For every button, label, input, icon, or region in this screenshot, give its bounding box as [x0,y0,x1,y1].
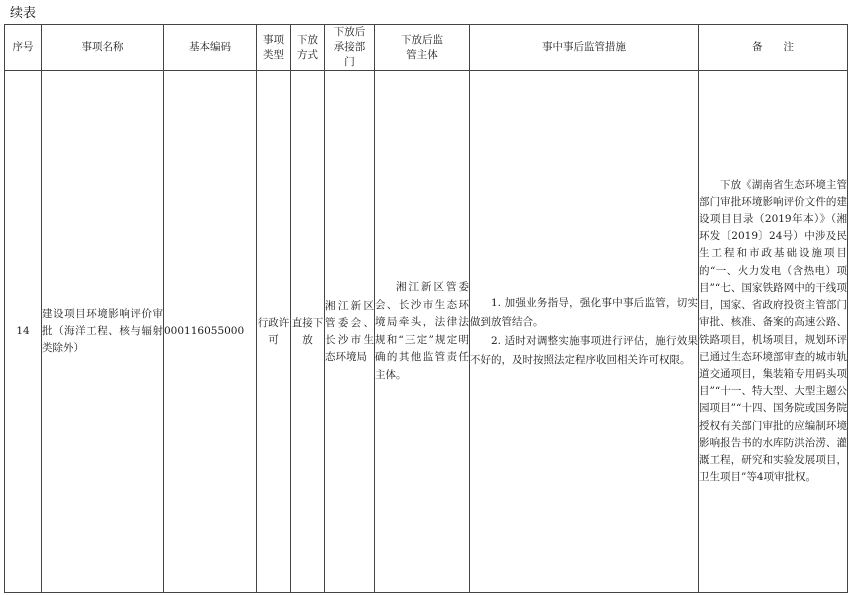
supervisor-text: 湘江新区管委会、长沙市生态环境局牵头，法律法规和“三定”规定明确的其他监管责任主体。 [375,281,469,381]
header-measures: 事中事后监管措施 [470,25,699,71]
header-supervisor: 下放后监管主体 [375,25,470,71]
header-item-type: 事项类型 [257,25,291,71]
header-seq: 序号 [5,25,42,71]
page-title: 续表 [10,6,37,21]
cell-code: 000116055000 [164,71,257,593]
cell-item-type: 行政许可 [257,71,291,593]
cell-measures [470,71,699,593]
measure-item-2: 2. 适时对调整实施事项进行评估，施行效果不好的，及时按照法定程序收回相关许可权限。 [470,334,698,366]
cell-supervisor [375,71,470,593]
cell-item-name: 建设项目环境影响评价审批（海洋工程、核与辐射类除外） [42,71,164,593]
cell-remarks [699,71,848,593]
header-receiving-dept: 下放后承接部门 [325,25,375,71]
measure-item-1: 1. 加强业务指导，强化事中事后监管，切实做到放管结合。 [470,296,698,328]
cell-seq: 14 [5,71,42,593]
delegation-items-table [4,24,848,593]
header-item-name: 事项名称 [42,25,164,71]
cell-delegation-mode: 直接下放 [291,71,325,593]
table-row [5,71,848,593]
header-code: 基本编码 [164,25,257,71]
remarks-text: 下放《湖南省生态环境主管部门审批环境影响评价文件的建设项目目录（2019年本）》（湘环发〔2019〕24号）中涉及民生工程和市政基础设施项目的“一、火力发电（含热电）项目”“七、国家铁路网中的干线项目，国家、省政府投资主管部门审批、核准、备案的高速公路、铁路项目，机场项目，规划环评已通过生态环境部审查的城市轨道交通项目，集装箱专用码头项目”“十一、特大型、大型主题公园项目”“十四、国务院或国务院授权有关部门审批的应编制环境影响报告书的水库防洪治涝、灌溉工程，研究和实验发展项目，卫生项目”等4项审批权。 [699,178,847,484]
header-remarks: 备 注 [699,25,848,71]
header-delegation-mode: 下放方式 [291,25,325,71]
table-header-row [5,25,848,71]
cell-receiving-dept: 湘江新区管委会、长沙市生态环境局 [325,71,375,593]
